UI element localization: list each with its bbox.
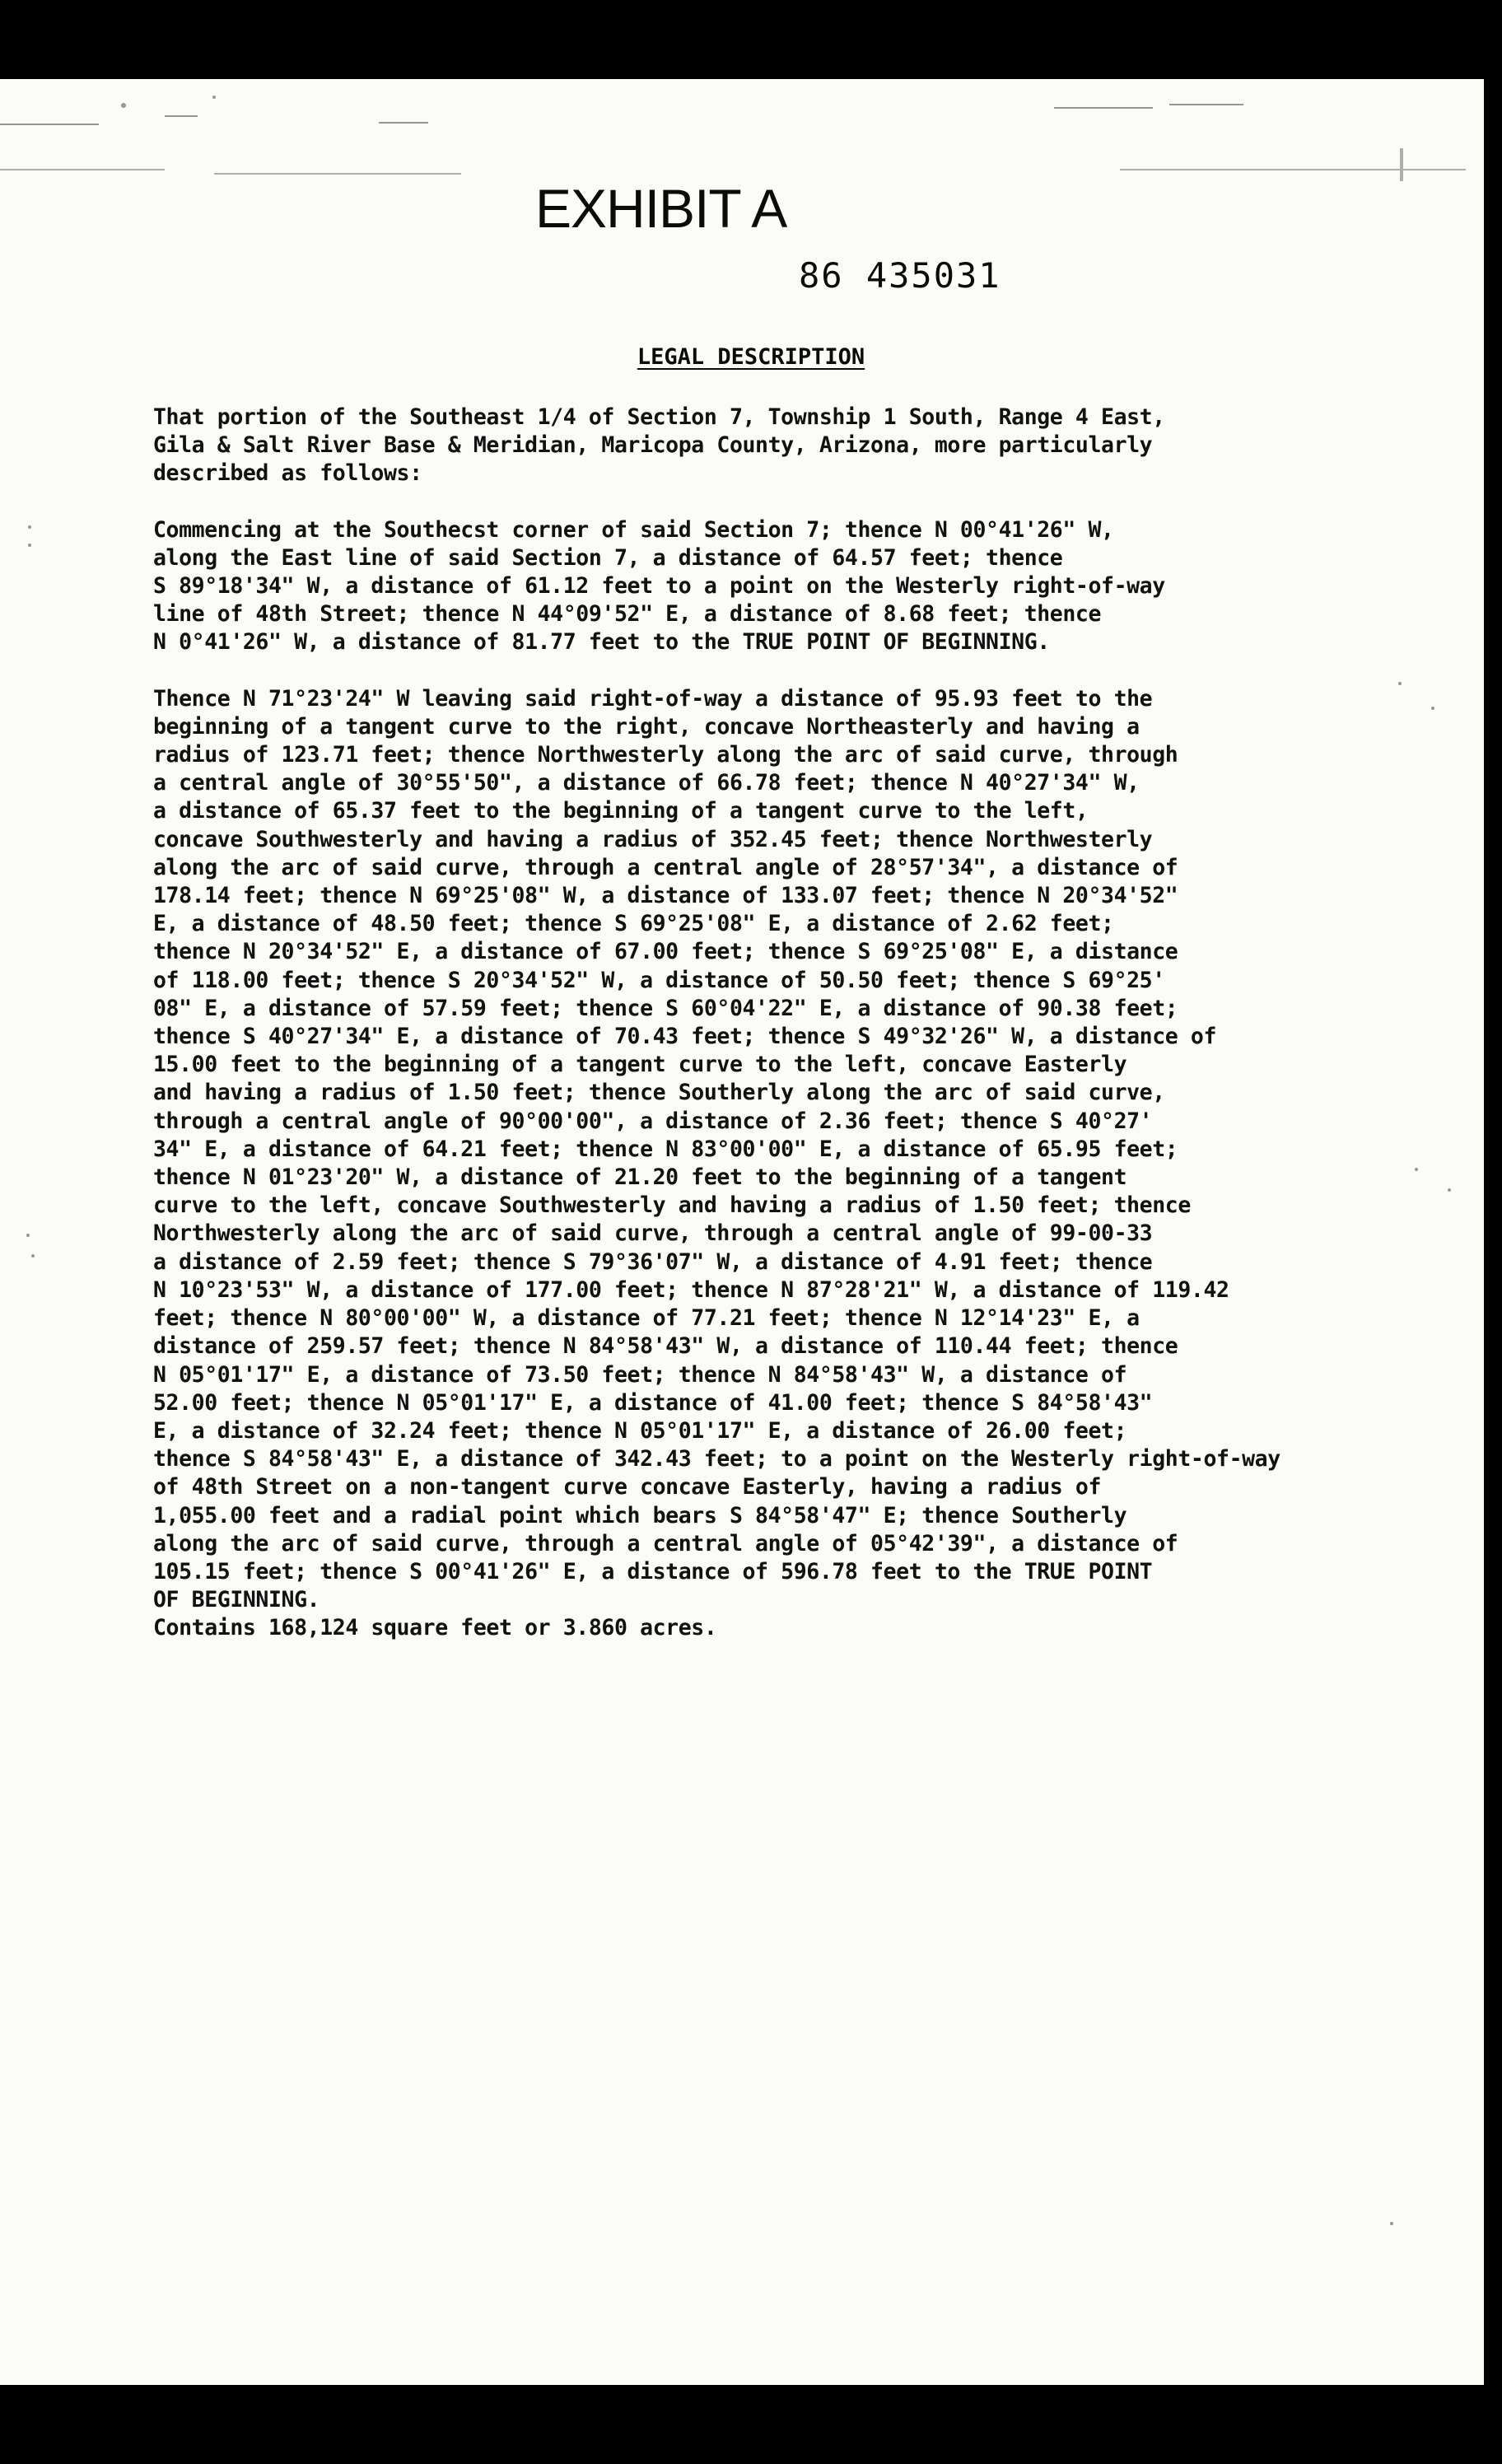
legal-description-body bbox=[153, 404, 1471, 1643]
boundary-paragraph: Thence N 71°23'24" W leaving said right-of-way a distance of 95.93 feet to the beginning of a tangent curve to the right, concave Northeasterly and having a radius of 123.71 feet; thence Northwesterly along the arc of said curve, through a central angle of 30°55'50", a distance of 66.78 feet; thence N 40°27'34" W, a distance of 65.37 feet to the beginning of a tangent curve to the left, concave Southwesterly and having a radius of 352.45 feet; thence Northwesterly along the arc of said curve, through a central angle of 28°57'34", a distance of 178.14 feet; thence N 69°25'08" W, a distance of 133.07 feet; thence N 20°34'52" E, a distance of 48.50 feet; thence S 69°25'08" E, a distance of 2.62 feet; thence N 20°34'52" E, a distance of 67.00 feet; thence S 69°25'08" E, a distance of 118.00 feet; thence S 20°34'52" W, a distance of 50.50 feet; thence S 69°25' 08" E, a distance of 57.59 feet; thence S 60°04'22" E, a distance of 90.38 feet; thence S 40°27'34" E, a distance of 70.43 feet; thence S 49°32'26" W, a distance of 15.00 feet to the beginning of a tangent curve to the left, concave Easterly and having a radius of 1.50 feet; thence Southerly along the arc of said curve, through a central angle of 90°00'00", a distance of 2.36 feet; thence S 40°27' 34" E, a distance of 64.21 feet; thence N 83°00'00" E, a distance of 65.95 feet; thence N 01°23'20" W, a distance of 21.20 feet to the beginning of a tangent curve to the left, concave Southwesterly and having a radius of 1.50 feet; thence Northwesterly along the arc of said curve, through a central angle of 99-00-33 a distance of 2.59 feet; thence S 79°36'07" W, a distance of 4.91 feet; thence N 10°23'53" W, a distance of 177.00 feet; thence N 87°28'21" W, a distance of 119.42 feet; thence N 80°00'00" W, a distance of 77.21 feet; thence N 12°14'23" E, a distance of 259.57 feet; thence N 84°58'43" W, a distance of 110.44 feet; thence N 05°01'17" E, a distance of 73.50 feet; thence N 84°58'43" W, a distance of 52.00 feet; thence N 05°01'17" E, a distance of 41.00 feet; thence S 84°58'43" E, a distance of 32.24 feet; thence N 05°01'17" E, a distance of 26.00 feet; thence S 84°58'43" E, a distance of 342.43 feet; to a point on the Westerly right-of-way of 48th Street on a non-tangent curve concave Easterly, having a radius of 1,055.00 feet and a radial point which bears S 84°58'47" E; thence Southerly along the arc of said curve, through a central angle of 05°42'39", a distance of 105.15 feet; thence S 00°41'26" E, a distance of 596.78 feet to the TRUE POINT OF BEGINNING. Contains 168,124 square feet or 3.860 acres. bbox=[153, 685, 1280, 1641]
exhibit-title: EXHIBIT A bbox=[535, 178, 787, 239]
legal-description-heading bbox=[0, 344, 1502, 370]
scan-border bbox=[1484, 79, 1502, 2385]
heading-text: LEGAL DESCRIPTION bbox=[637, 344, 865, 370]
commencing-paragraph: Commencing at the Southecst corner of said Section 7; thence N 00°41'26" W, along the East line of said Section 7, a distance of 64.57 feet; thence S 89°18'34" W, a distance of 61.12 feet to a point on the Westerly right-of-way line of 48th Street; thence N 44°09'52" E, a distance of 8.68 feet; thence N 0°41'26" W, a distance of 81.77 feet to the TRUE POINT OF BEGINNING. bbox=[153, 516, 1165, 656]
document-number: 86 435031 bbox=[799, 255, 1001, 296]
intro-paragraph: That portion of the Southeast 1/4 of Section 7, Township 1 South, Range 4 East, Gila & Salt River Base & Meridian, Maricopa County, Arizona, more particularly described as follows: bbox=[153, 404, 1165, 487]
